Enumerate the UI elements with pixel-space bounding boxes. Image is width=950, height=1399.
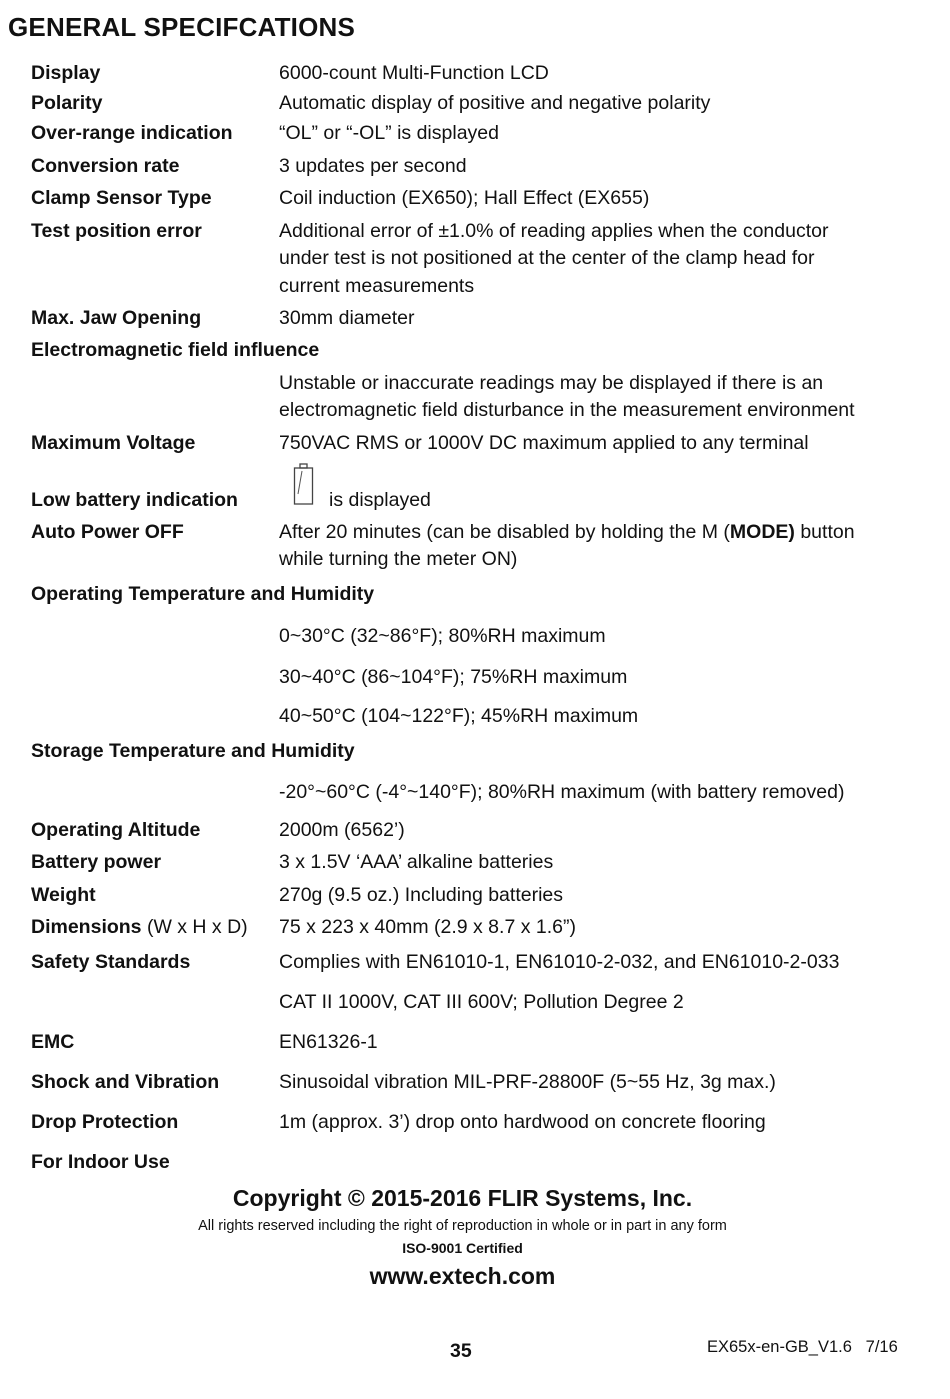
- iso-certification: ISO-9001 Certified: [402, 1240, 523, 1256]
- spec-value-clamp: Coil induction (EX650); Hall Effect (EX655): [279, 187, 650, 209]
- rights-statement: All rights reserved including the right of reproduction in whole or in part in any form: [198, 1218, 727, 1234]
- spec-value-dimensions: 75 x 223 x 40mm (2.9 x 8.7 x 1.6”): [279, 916, 576, 938]
- spec-label-altitude: Operating Altitude: [31, 819, 201, 841]
- page-number: 35: [450, 1340, 472, 1362]
- spec-label-conversion: Conversion rate: [31, 155, 180, 177]
- spec-value-optemp-1: 0~30°C (32~86°F); 80%RH maximum: [279, 625, 606, 647]
- spec-label-emc: EMC: [31, 1031, 75, 1053]
- spec-value-shock: Sinusoidal vibration MIL-PRF-28800F (5~55 Hz, 3g max.): [279, 1071, 776, 1093]
- battery-icon: [293, 463, 314, 505]
- spec-value-maxvolt: 750VAC RMS or 1000V DC maximum applied to any terminal: [279, 432, 809, 454]
- spec-value-autopower-line1: [279, 519, 855, 547]
- spec-value-emf-line1: Unstable or inaccurate readings may be displayed if there is an: [279, 372, 824, 394]
- spec-value-altitude: 2000m (6562’): [279, 819, 405, 841]
- spec-value-optemp-2: 30~40°C (86~104°F); 75%RH maximum: [279, 666, 628, 688]
- spec-label-indoor: For Indoor Use: [31, 1151, 170, 1173]
- spec-label-overrange: Over-range indication: [31, 122, 233, 144]
- spec-label-shock: Shock and Vibration: [31, 1071, 220, 1093]
- spec-value-jaw: 30mm diameter: [279, 307, 415, 329]
- dimensions-label-text: Dimensions: [31, 916, 142, 938]
- spec-value-safety-2: CAT II 1000V, CAT III 600V; Pollution Degree 2: [279, 991, 684, 1013]
- spec-label-clamp: Clamp Sensor Type: [31, 187, 212, 209]
- spec-value-testpos-line1: Additional error of ±1.0% of reading applies when the conductor: [279, 220, 829, 242]
- spec-label-display: Display: [31, 62, 101, 84]
- mode-keyword: MODE): [729, 521, 795, 543]
- spec-label-dimensions: [31, 916, 248, 939]
- autopower-text-post: button: [794, 521, 855, 543]
- website-url: www.extech.com: [369, 1263, 556, 1289]
- spec-label-jaw: Max. Jaw Opening: [31, 307, 202, 329]
- spec-value-testpos-line2: under test is not positioned at the center of the clamp head for: [279, 247, 815, 269]
- document-id: EX65x-en-GB_V1.6 7/16: [707, 1338, 898, 1356]
- spec-label-testpos: Test position error: [31, 220, 202, 242]
- spec-label-drop: Drop Protection: [31, 1111, 179, 1133]
- spec-value-safety-1: Complies with EN61010-1, EN61010-2-032, and EN61010-2-033: [279, 951, 840, 973]
- spec-value-polarity: Automatic display of positive and negative polarity: [279, 92, 711, 114]
- spec-value-optemp-3: 40~50°C (104~122°F); 45%RH maximum: [279, 705, 639, 727]
- spec-value-testpos-line3: current measurements: [279, 275, 475, 297]
- spec-value-storage: -20°~60°C (-4°~140°F); 80%RH maximum (with battery removed): [279, 781, 845, 803]
- spec-value-battery: 3 x 1.5V ‘AAA’ alkaline batteries: [279, 851, 554, 873]
- spec-label-optemp: Operating Temperature and Humidity: [31, 583, 375, 605]
- spec-value-emc: EN61326-1: [279, 1031, 378, 1053]
- spec-label-polarity: Polarity: [31, 92, 103, 114]
- spec-label-weight: Weight: [31, 884, 96, 906]
- page-heading: GENERAL SPECIFCATIONS: [8, 12, 356, 42]
- spec-label-autopower: Auto Power OFF: [31, 521, 184, 543]
- dimensions-label-suffix: (W x H x D): [141, 916, 248, 938]
- spec-value-overrange: “OL” or “-OL” is displayed: [279, 122, 499, 144]
- spec-value-display: 6000-count Multi-Function LCD: [279, 62, 549, 84]
- copyright-notice: Copyright © 2015-2016 FLIR Systems, Inc.: [232, 1185, 693, 1211]
- spec-label-lowbatt: Low battery indication: [31, 489, 238, 511]
- spec-label-battery: Battery power: [31, 851, 162, 873]
- autopower-text-pre: After 20 minutes (can be disabled by holding the M (: [279, 521, 730, 543]
- spec-value-drop: 1m (approx. 3’) drop onto hardwood on concrete flooring: [279, 1111, 766, 1133]
- spec-label-maxvolt: Maximum Voltage: [31, 432, 196, 454]
- spec-value-weight: 270g (9.5 oz.) Including batteries: [279, 884, 564, 906]
- spec-value-autopower-line2: while turning the meter ON): [279, 548, 518, 570]
- spec-value-lowbatt: is displayed: [329, 489, 431, 511]
- spec-value-emf-line2: electromagnetic field disturbance in the measurement environment: [279, 399, 855, 421]
- spec-label-safety: Safety Standards: [31, 951, 191, 973]
- spec-label-emf: Electromagnetic field influence: [31, 339, 320, 361]
- spec-value-conversion: 3 updates per second: [279, 155, 467, 177]
- spec-label-storage: Storage Temperature and Humidity: [31, 740, 355, 762]
